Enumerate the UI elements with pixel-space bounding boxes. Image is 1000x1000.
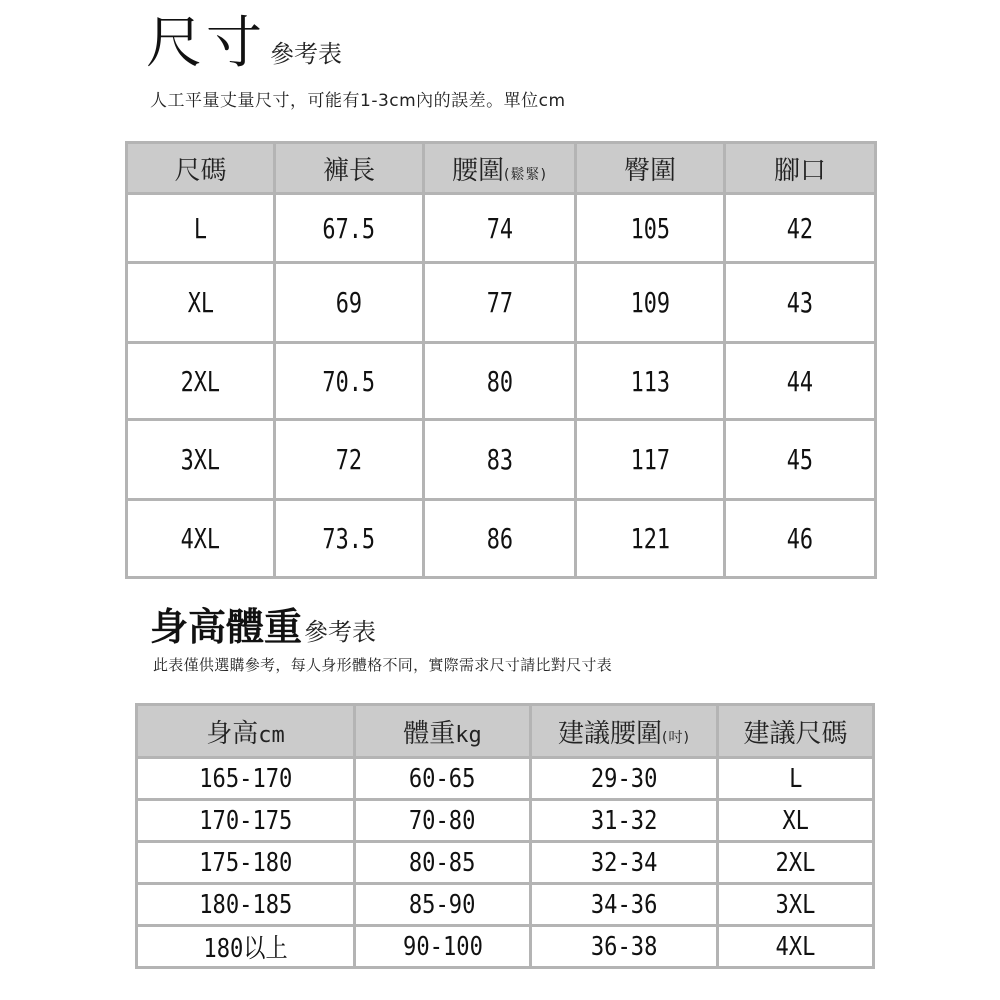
table-row <box>137 884 874 926</box>
header-hem: 腳口 <box>725 143 876 194</box>
header-length: 褲長 <box>275 143 424 194</box>
cell-size: XL <box>127 263 275 343</box>
size-chart-title-suffix: 參考表 <box>270 40 342 68</box>
cell-length: 67.5 <box>275 194 424 263</box>
cell-height: 180-185 <box>137 884 355 926</box>
header-weight-unit: kg <box>455 722 482 748</box>
table-row <box>127 500 876 578</box>
cell-waist: 77 <box>424 263 576 343</box>
cell-hem: 43 <box>725 263 876 343</box>
cell-height: 180以上 <box>137 926 355 968</box>
cell-hem: 45 <box>725 420 876 500</box>
height-weight-subtitle: 此表僅供選購參考，每人身形體格不同，實際需求尺寸請比對尺寸表 <box>153 656 613 674</box>
header-suggested-size: 建議尺碼 <box>718 705 874 758</box>
cell-hip: 109 <box>576 263 725 343</box>
cell-hem: 42 <box>725 194 876 263</box>
table-row <box>127 420 876 500</box>
header-height <box>137 705 355 758</box>
cell-waist: 86 <box>424 500 576 578</box>
table-row <box>127 194 876 263</box>
cell-height: 175-180 <box>137 842 355 884</box>
table-row <box>127 263 876 343</box>
size-chart-title <box>146 11 342 76</box>
table-row <box>137 800 874 842</box>
cell-size: 3XL <box>718 884 874 926</box>
cell-waist: 74 <box>424 194 576 263</box>
header-waist-note: (鬆緊) <box>504 166 547 183</box>
cell-size: 3XL <box>127 420 275 500</box>
cell-height: 165-170 <box>137 758 355 800</box>
cell-weight: 70-80 <box>355 800 531 842</box>
cell-hem: 44 <box>725 343 876 420</box>
table-row <box>137 758 874 800</box>
cell-weight: 60-65 <box>355 758 531 800</box>
cell-weight: 85-90 <box>355 884 531 926</box>
header-suggested-waist-note: (吋) <box>662 729 690 746</box>
cell-length: 73.5 <box>275 500 424 578</box>
header-hip: 臀圍 <box>576 143 725 194</box>
table-row <box>137 842 874 884</box>
cell-length: 70.5 <box>275 343 424 420</box>
cell-waist: 80 <box>424 343 576 420</box>
cell-size: 4XL <box>718 926 874 968</box>
cell-hip: 117 <box>576 420 725 500</box>
header-weight-label: 體重 <box>403 718 456 749</box>
cell-size: XL <box>718 800 874 842</box>
cell-waist: 83 <box>424 420 576 500</box>
cell-size: 2XL <box>127 343 275 420</box>
cell-waist: 34-36 <box>531 884 718 926</box>
header-suggested-waist-label: 建議腰圍 <box>558 718 663 749</box>
cell-size: L <box>127 194 275 263</box>
cell-hip: 121 <box>576 500 725 578</box>
height-weight-title-main: 身高體重 <box>150 605 303 649</box>
header-waist <box>424 143 576 194</box>
cell-weight: 90-100 <box>355 926 531 968</box>
cell-height: 170-175 <box>137 800 355 842</box>
cell-size: L <box>718 758 874 800</box>
header-weight <box>355 705 531 758</box>
table-header-row <box>127 143 876 194</box>
height-weight-table <box>135 703 875 969</box>
size-chart-table <box>125 141 877 579</box>
table-header-row <box>137 705 874 758</box>
cell-hip: 113 <box>576 343 725 420</box>
header-height-unit: cm <box>258 722 285 748</box>
table-row <box>137 926 874 968</box>
height-weight-title-suffix: 參考表 <box>304 618 377 646</box>
header-suggested-waist <box>531 705 718 758</box>
cell-size: 2XL <box>718 842 874 884</box>
header-size: 尺碼 <box>127 143 275 194</box>
table-row <box>127 343 876 420</box>
height-weight-title <box>150 606 376 648</box>
cell-waist: 29-30 <box>531 758 718 800</box>
cell-waist: 31-32 <box>531 800 718 842</box>
cell-waist: 32-34 <box>531 842 718 884</box>
cell-length: 72 <box>275 420 424 500</box>
size-chart-subtitle: 人工平量丈量尺寸，可能有1-3cm內的誤差。單位cm <box>150 91 566 111</box>
size-chart-title-main: 尺寸 <box>146 11 266 76</box>
cell-hem: 46 <box>725 500 876 578</box>
cell-size: 4XL <box>127 500 275 578</box>
cell-length: 69 <box>275 263 424 343</box>
cell-weight: 80-85 <box>355 842 531 884</box>
header-height-label: 身高 <box>206 718 259 749</box>
header-waist-label: 腰圍 <box>452 155 505 186</box>
cell-waist: 36-38 <box>531 926 718 968</box>
cell-hip: 105 <box>576 194 725 263</box>
